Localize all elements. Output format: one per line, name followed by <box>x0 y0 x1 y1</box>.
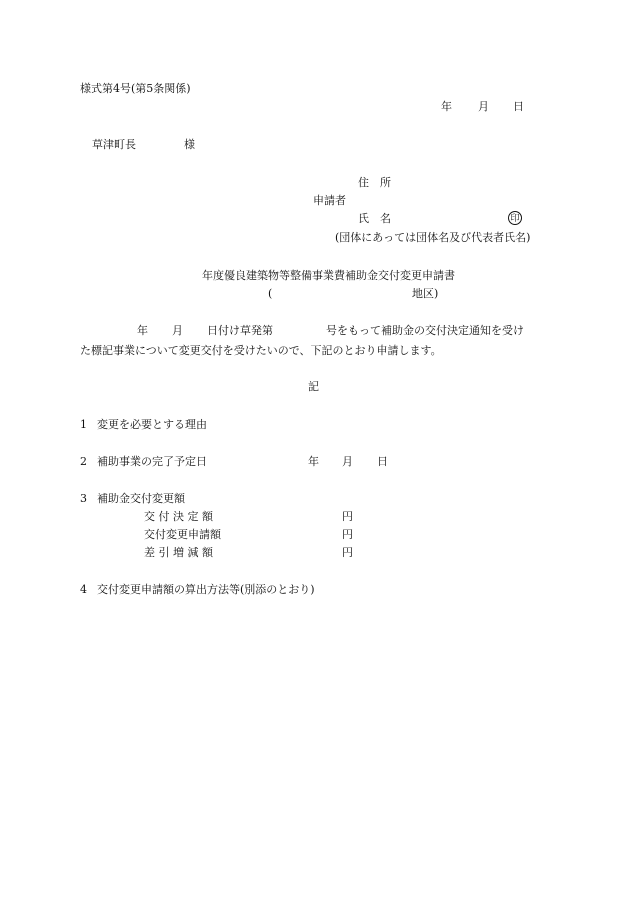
item-3-text: 補助金交付変更額 <box>97 492 185 505</box>
item-2-month: 月 <box>342 455 353 468</box>
item-1-text: 変更を必要とする理由 <box>97 418 207 431</box>
requested-amount-label: 交付変更申請額 <box>144 528 221 541</box>
ki-heading: 記 <box>308 380 319 393</box>
date-year: 年 <box>441 100 452 113</box>
district-open-paren: ( <box>268 287 273 300</box>
item-3-number: 3 <box>80 492 87 505</box>
difference-amount-label: 差 引 増 減 額 <box>144 546 213 559</box>
item-2-text: 補助事業の完了予定日 <box>97 455 207 468</box>
address-label: 住 所 <box>358 176 391 189</box>
requested-amount-unit: 円 <box>342 528 353 541</box>
name-label: 氏 名 <box>358 212 391 225</box>
item-4-number: 4 <box>80 583 87 596</box>
item-2-day: 日 <box>377 455 388 468</box>
body-text-line2: た標記事業について変更交付を受けたいので、下記のとおり申請します。 <box>80 344 442 357</box>
addressee-honorific: 様 <box>184 138 195 151</box>
date-month: 月 <box>478 100 489 113</box>
body-day-ref: 日付け草発第 <box>207 324 273 337</box>
item-4-text: 交付変更申請額の算出方法等(別添のとおり) <box>97 583 315 596</box>
form-label: 様式第4号(第5条関係) <box>80 82 191 95</box>
addressee-name: 草津町長 <box>92 138 136 151</box>
district-label: 地区) <box>412 287 439 300</box>
date-day: 日 <box>513 100 524 113</box>
seal-mark: 印 <box>508 211 522 225</box>
decided-amount-label: 交 付 決 定 額 <box>144 510 213 523</box>
body-year: 年 <box>137 324 148 337</box>
applicant-label: 申請者 <box>313 194 346 207</box>
body-text-line1: 号をもって補助金の交付決定通知を受け <box>326 324 524 337</box>
item-2-year: 年 <box>308 455 319 468</box>
body-month: 月 <box>172 324 183 337</box>
item-1-number: 1 <box>80 418 87 431</box>
difference-amount-unit: 円 <box>342 546 353 559</box>
decided-amount-unit: 円 <box>342 510 353 523</box>
group-note: (団体にあっては団体名及び代表者氏名) <box>335 231 531 244</box>
item-2-number: 2 <box>80 455 87 468</box>
document-title: 年度優良建築物等整備事業費補助金交付変更申請書 <box>202 269 455 282</box>
